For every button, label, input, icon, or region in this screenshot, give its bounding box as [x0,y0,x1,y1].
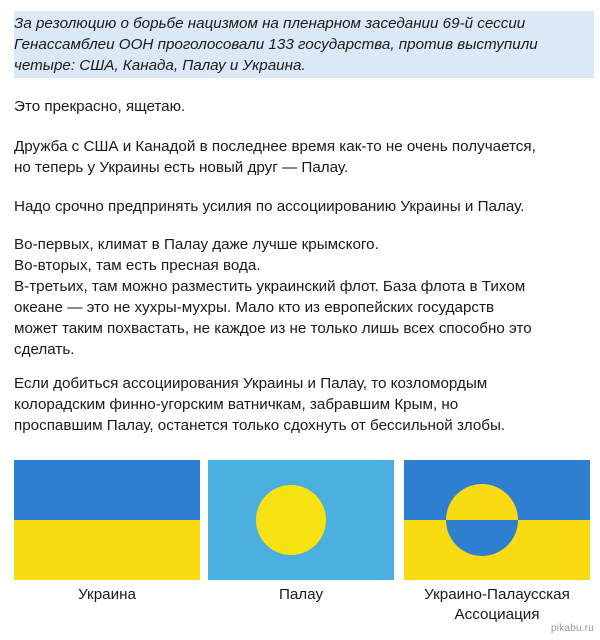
flag-yellow-stripe [14,520,200,580]
association-disc [446,484,518,556]
paragraph-line: проспавшим Палау, останется только сдохнуть от бессильной злобы. [14,417,506,434]
ukraine-caption: Украина [78,586,136,603]
paragraph-conclusion [14,373,590,436]
disc-blue-half [446,520,518,556]
caption-line: Ассоциация [454,606,540,623]
paragraph-line: Если добиться ассоциирования Украины и Палау, то козломордым [14,375,488,392]
flag-blue-stripe [14,460,200,520]
paragraph-reasons [14,234,590,360]
site-watermark: pikabu.ru [551,623,594,634]
paragraph-line: В-третьих, там можно разместить украинский флот. База флота в Тихом [14,278,526,295]
paragraph-intro: Это прекрасно, ящетаю. [14,98,186,115]
caption-line: Украино-Палаусская [424,586,570,603]
paragraph-line: может таким похвастать, не каждое из не только лишь всех способно это [14,320,532,337]
quote-line: Генассамблеи ООН проголосовали 133 государства, против выступили [14,36,538,53]
paragraph-line: сделать. [14,341,75,358]
paragraph-line: Дружба с США и Канадой в последнее время как-то не очень получается, [14,138,536,155]
quote-line: четыре: США, Канада, Палау и Украина. [14,57,306,74]
paragraph-line: Во-вторых, там есть пресная вода. [14,257,261,274]
association-flag [404,460,590,580]
association-caption [392,585,600,625]
paragraph-urgent: Надо срочно предпринять усилия по ассоциированию Украины и Палау. [14,198,525,215]
palau-flag [208,460,394,580]
quote-block [14,11,594,78]
paragraph-line: колорадским финно-угорским ватничкам, забравшим Крым, но [14,396,459,413]
paragraph-line: но теперь у Украины есть новый друг — Палау. [14,159,349,176]
palau-caption: Палау [278,586,324,603]
disc-yellow-half [446,484,518,520]
quote-line: За резолюцию о борьбе нацизмом на пленарном заседании 69-й сессии [14,15,526,32]
palau-moon-disc [256,485,326,555]
ukraine-flag [14,460,200,580]
paragraph-friendship [14,136,590,178]
paragraph-line: Во-первых, климат в Палау даже лучше крымского. [14,236,379,253]
paragraph-line: океане — это не хухры-мухры. Мало кто из европейских государств [14,299,495,316]
